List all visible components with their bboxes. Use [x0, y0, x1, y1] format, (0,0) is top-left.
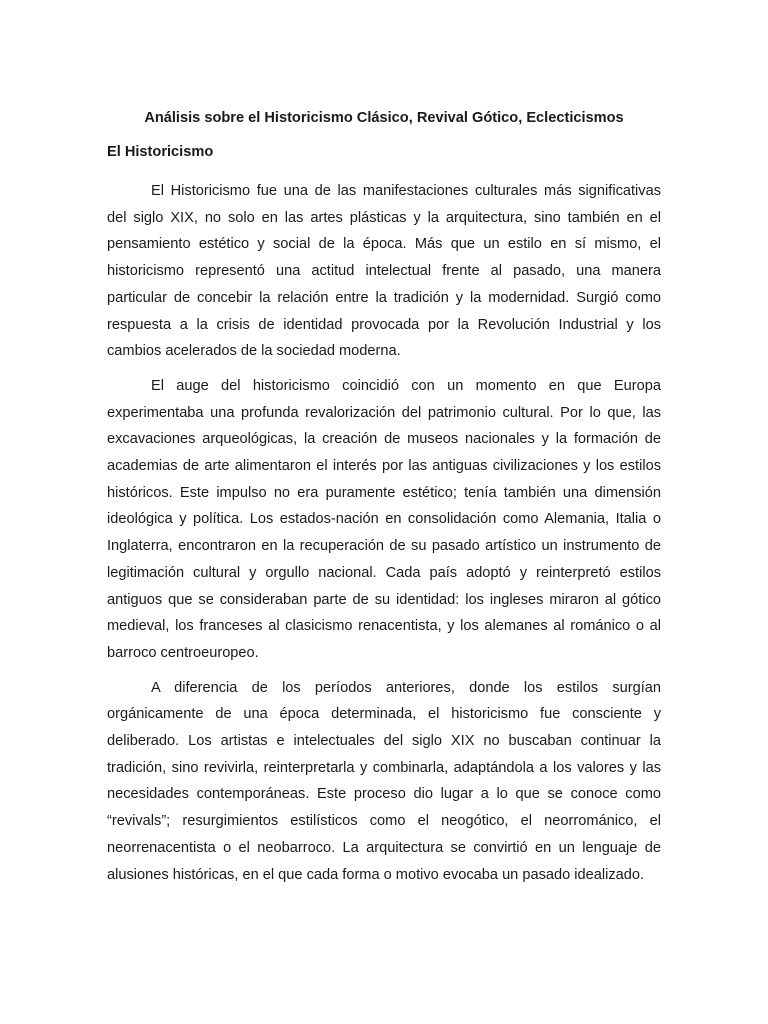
- document-title: Análisis sobre el Historicismo Clásico, Revival Gótico, Eclecticismos: [144, 110, 624, 126]
- paragraph-2: El auge del historicismo coincidió con un momento en que Europa experimentaba una profunda revalorización del patrimonio cultural. Por lo que, las excavaciones arqueológicas, la creación de museos nacionales y la formación de academias de arte alimentaron el interés por las antiguas civilizaciones y los estilos históricos. Este impulso no era puramente estético; tenía también una dimensión ideológica y política. Los estados-nación en consolidación como Alemania, Italia o Inglaterra, encontraron en la recuperación de su pasado artístico un instrumento de legitimación cultural y orgullo nacional. Cada país adoptó y reinterpretó estilos antiguos que se consideraban parte de su identidad: los ingleses miraron al gótico medieval, los franceses al clasicismo renacentista, y los alemanes al románico o al barroco centroeuropeo.: [107, 377, 661, 661]
- section-heading: El Historicismo: [107, 144, 214, 160]
- document-page: [107, 108, 661, 888]
- paragraph-3: A diferencia de los períodos anteriores, donde los estilos surgían orgánicamente de una época determinada, el historicismo fue consciente y deliberado. Los artistas e intelectuales del siglo XIX no buscaban continuar la tradición, sino revivirla, reinterpretarla y combinarla, adaptándola a los valores y las necesidades contemporáneas. Este proceso dio lugar a lo que se conoce como “revivals”; resurgimientos estilísticos como el neogótico, el neorrománico, el neorrenacentista o el neobarroco. La arquitectura se convirtió en un lenguaje de alusiones históricas, en el que cada forma o motivo evocaba un pasado idealizado.: [107, 679, 661, 883]
- paragraph-1: El Historicismo fue una de las manifestaciones culturales más significativas del siglo XIX, no solo en las artes plásticas y la arquitectura, sino también en el pensamiento estético y social de la época. Más que un estilo en sí mismo, el historicismo representó una actitud intelectual frente al pasado, una manera particular de concebir la relación entre la tradición y la modernidad. Surgió como respuesta a la crisis de identidad provocada por la Revolución Industrial y los cambios acelerados de la sociedad moderna.: [107, 183, 661, 360]
